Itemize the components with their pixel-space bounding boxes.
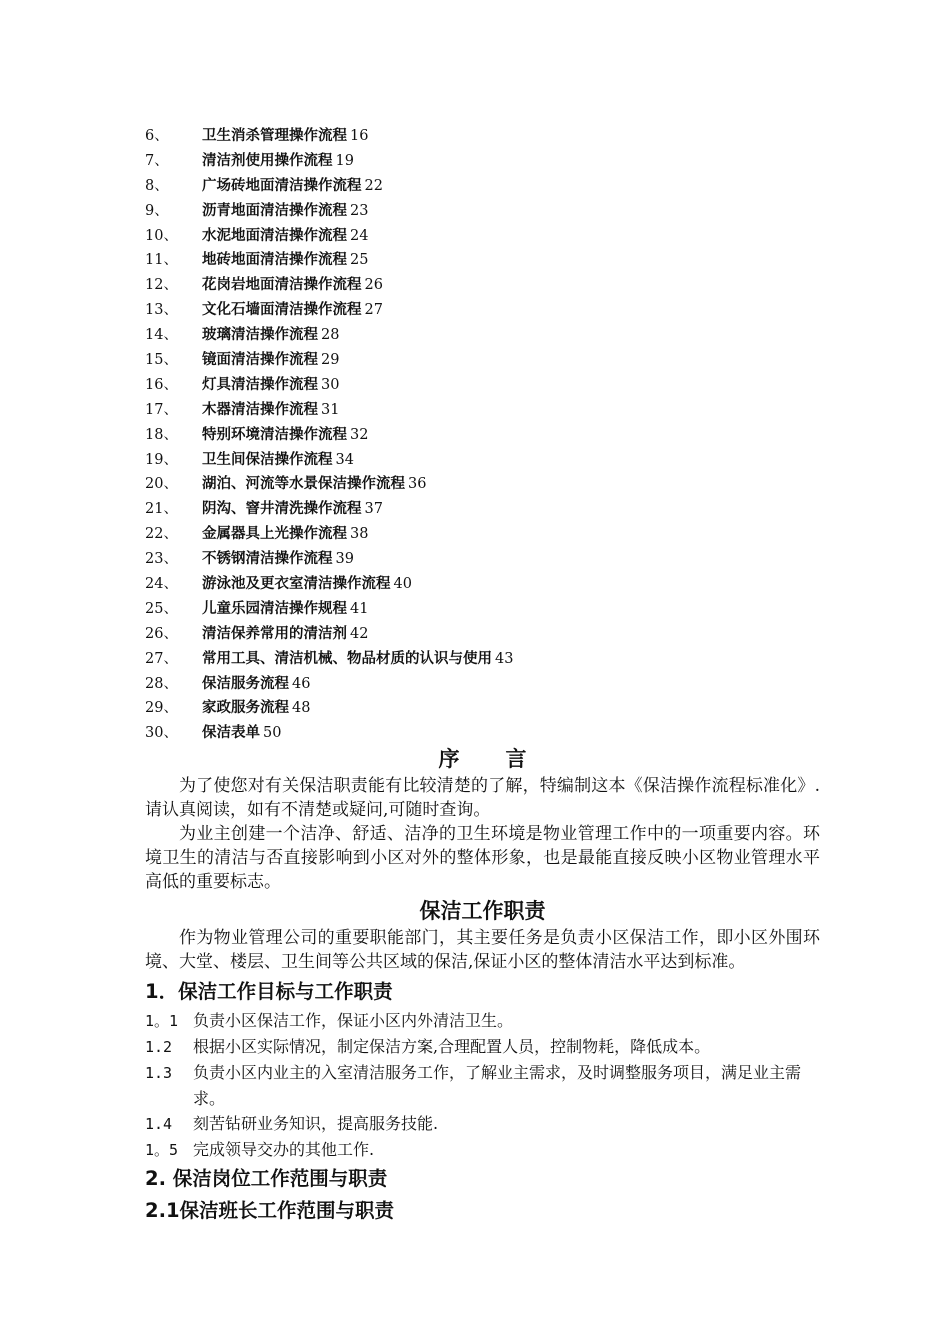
toc-entry-page: 34	[335, 451, 354, 468]
duty-item	[145, 1034, 820, 1060]
toc-entry-title: 保洁服务流程	[202, 675, 289, 692]
toc-entry[interactable]	[145, 622, 845, 647]
toc-entry[interactable]	[145, 348, 845, 373]
toc-entry-page: 37	[364, 501, 383, 518]
toc-entry-title: 文化石墙面清洁操作流程	[202, 302, 362, 319]
toc-entry-page: 29	[321, 352, 340, 369]
toc-entry-number: 19、	[145, 451, 178, 468]
toc-entry-page: 39	[335, 551, 354, 568]
toc-entry-number: 12、	[145, 277, 178, 294]
toc-entry-number: 13、	[145, 302, 178, 319]
toc-entry[interactable]	[145, 497, 845, 522]
preface-title	[145, 744, 820, 774]
toc-entry-page: 28	[321, 327, 340, 344]
toc-entry-title: 湖泊、河流等水景保洁操作流程	[202, 476, 405, 493]
duty-item-number: 1.2	[145, 1038, 173, 1056]
section-2-1-heading: 2.1保洁班长工作范围与职责	[145, 1199, 395, 1222]
duty-item-text: 刻苦钻研业务知识，提高服务技能.	[193, 1114, 439, 1133]
toc-entry[interactable]	[145, 248, 845, 273]
preface-title-char-1: 序	[438, 747, 460, 771]
duty-item-text: 根据小区实际情况，制定保洁方案,合理配置人员，控制物耗，降低成本。	[193, 1037, 711, 1056]
document-body	[145, 744, 820, 1227]
toc-entry-number: 9、	[145, 202, 169, 219]
toc-entry-number: 28、	[145, 675, 178, 692]
duty-item	[145, 1137, 820, 1163]
section-1-list	[145, 1008, 820, 1163]
toc-entry[interactable]	[145, 224, 845, 249]
toc-entry-title: 地砖地面清洁操作流程	[202, 252, 347, 269]
toc-entry-number: 18、	[145, 426, 178, 443]
toc-entry-number: 11、	[145, 252, 178, 269]
toc-entry[interactable]	[145, 672, 845, 697]
toc-entry-number: 29、	[145, 700, 178, 717]
toc-entry[interactable]	[145, 547, 845, 572]
section-2-heading: 2. 保洁岗位工作范围与职责	[145, 1167, 388, 1190]
toc-entry-page: 31	[321, 401, 340, 418]
duty-item-number: 1。5	[145, 1141, 179, 1159]
toc-entry[interactable]	[145, 174, 845, 199]
section-1-heading: 1．保洁工作目标与工作职责	[145, 980, 393, 1003]
toc-entry[interactable]	[145, 423, 845, 448]
preface-paragraph-2: 为业主创建一个洁净、舒适、洁净的卫生环境是物业管理工作中的一项重要内容。环境卫生的清洁与否直接影响到小区对外的整体形象，也是最能直接反映小区物业管理水平高低的重要标志。	[145, 824, 820, 892]
toc-entry[interactable]	[145, 448, 845, 473]
toc-entry-title: 广场砖地面清洁操作流程	[202, 177, 362, 194]
toc-entry-number: 25、	[145, 600, 178, 617]
toc-entry-page: 38	[350, 526, 369, 543]
toc-entry-title: 卫生间保洁操作流程	[202, 451, 333, 468]
toc-entry-page: 27	[364, 302, 383, 319]
toc-entry-number: 26、	[145, 625, 178, 642]
duty-item-text: 完成领导交办的其他工作.	[193, 1140, 375, 1159]
toc-entry-title: 儿童乐园清洁操作规程	[202, 600, 347, 617]
toc-entry-title: 清洁剂使用操作流程	[202, 152, 333, 169]
toc-entry-number: 10、	[145, 227, 178, 244]
toc-entry[interactable]	[145, 298, 845, 323]
preface-paragraph-1: 为了使您对有关保洁职责能有比较清楚的了解，特编制这本《保洁操作流程标准化》.请认真阅读，如有不清楚或疑问,可随时查询。	[145, 776, 820, 820]
duty-item-number: 1.4	[145, 1115, 173, 1133]
toc-entry-page: 19	[335, 152, 354, 169]
toc-entry-number: 6、	[145, 128, 169, 144]
toc-entry-page: 36	[408, 476, 427, 493]
toc-entry-page: 48	[292, 700, 311, 717]
toc-entry-number: 15、	[145, 352, 178, 369]
toc-entry-title: 花岗岩地面清洁操作流程	[202, 277, 362, 294]
toc-entry-title: 阴沟、窨井清洗操作流程	[202, 501, 362, 518]
toc-entry[interactable]	[145, 647, 845, 672]
toc-entry-page: 41	[350, 600, 369, 617]
toc-entry[interactable]	[145, 472, 845, 497]
toc-entry[interactable]	[145, 721, 845, 746]
toc-entry-title: 常用工具、清洁机械、物品材质的认识与使用	[202, 650, 492, 667]
toc-entry-number: 22、	[145, 526, 178, 543]
toc-entry-title: 家政服务流程	[202, 700, 289, 717]
duty-item-number: 1.3	[145, 1064, 173, 1082]
toc-entry-title: 保洁表单	[202, 725, 260, 742]
toc-entry-page: 42	[350, 625, 369, 642]
toc-entry-page: 32	[350, 426, 369, 443]
toc-entry-page: 26	[364, 277, 383, 294]
toc-entry[interactable]	[145, 323, 845, 348]
toc-entry-page: 25	[350, 252, 369, 269]
toc-entry[interactable]	[145, 199, 845, 224]
toc-entry-title: 金属器具上光操作流程	[202, 526, 347, 543]
toc-entry-page: 24	[350, 227, 369, 244]
duties-paragraph: 作为物业管理公司的重要职能部门，其主要任务是负责小区保洁工作，即小区外围环境、大堂、楼层、卫生间等公共区域的保洁,保证小区的整体清洁水平达到标准。	[145, 928, 820, 972]
duties-title: 保洁工作职责	[419, 899, 546, 923]
toc-entry-page: 23	[350, 202, 369, 219]
duty-item	[145, 1111, 820, 1137]
toc-entry[interactable]	[145, 398, 845, 423]
toc-entry-title: 灯具清洁操作流程	[202, 376, 318, 393]
toc-entry-title: 游泳池及更衣室清洁操作流程	[202, 576, 391, 593]
toc-entry-page: 30	[321, 376, 340, 393]
toc-entry-page: 46	[292, 675, 311, 692]
toc-entry-number: 7、	[145, 152, 169, 169]
toc-entry-page: 43	[495, 650, 514, 667]
duty-item-text: 负责小区内业主的入室清洁服务工作，了解业主需求，及时调整服务项目，满足业主需求。	[193, 1063, 802, 1108]
toc-entry-number: 23、	[145, 551, 178, 568]
toc-entry-number: 17、	[145, 401, 178, 418]
toc-entry[interactable]	[145, 572, 845, 597]
toc-entry-title: 玻璃清洁操作流程	[202, 327, 318, 344]
toc-entry[interactable]	[145, 696, 845, 721]
toc-entry-title: 清洁保养常用的清洁剂	[202, 625, 347, 642]
toc-entry-title: 木器清洁操作流程	[202, 401, 318, 418]
duty-item-text: 负责小区保洁工作，保证小区内外清洁卫生。	[193, 1011, 514, 1030]
toc-entry-page: 22	[364, 177, 383, 194]
toc-entry-number: 27、	[145, 650, 178, 667]
duty-item	[145, 1008, 820, 1034]
toc-entry-title: 水泥地面清洁操作流程	[202, 227, 347, 244]
toc-entry-number: 14、	[145, 327, 178, 344]
toc-entry-number: 30、	[145, 725, 178, 742]
toc-entry-number: 24、	[145, 576, 178, 593]
toc-entry[interactable]	[145, 124, 845, 149]
toc-entry-number: 20、	[145, 476, 178, 493]
toc-entry-number: 21、	[145, 501, 178, 518]
table-of-contents	[145, 124, 845, 746]
toc-entry-number: 16、	[145, 376, 178, 393]
toc-entry[interactable]	[145, 273, 845, 298]
toc-entry-title: 不锈钢清洁操作流程	[202, 551, 333, 568]
toc-entry-number: 8、	[145, 177, 169, 194]
toc-entry-page: 50	[263, 725, 282, 742]
toc-entry-page: 16	[350, 128, 369, 144]
preface-title-char-2: 言	[505, 747, 527, 771]
toc-entry[interactable]	[145, 522, 845, 547]
toc-entry-title: 镜面清洁操作流程	[202, 352, 318, 369]
duty-item	[145, 1060, 820, 1111]
duty-item-number: 1。1	[145, 1012, 179, 1030]
toc-entry-title: 特别环境清洁操作流程	[202, 426, 347, 443]
toc-entry-page: 40	[393, 576, 412, 593]
toc-entry-title: 卫生消杀管理操作流程	[202, 128, 347, 144]
toc-entry[interactable]	[145, 597, 845, 622]
toc-entry[interactable]	[145, 373, 845, 398]
toc-entry[interactable]	[145, 149, 845, 174]
toc-entry-title: 沥青地面清洁操作流程	[202, 202, 347, 219]
